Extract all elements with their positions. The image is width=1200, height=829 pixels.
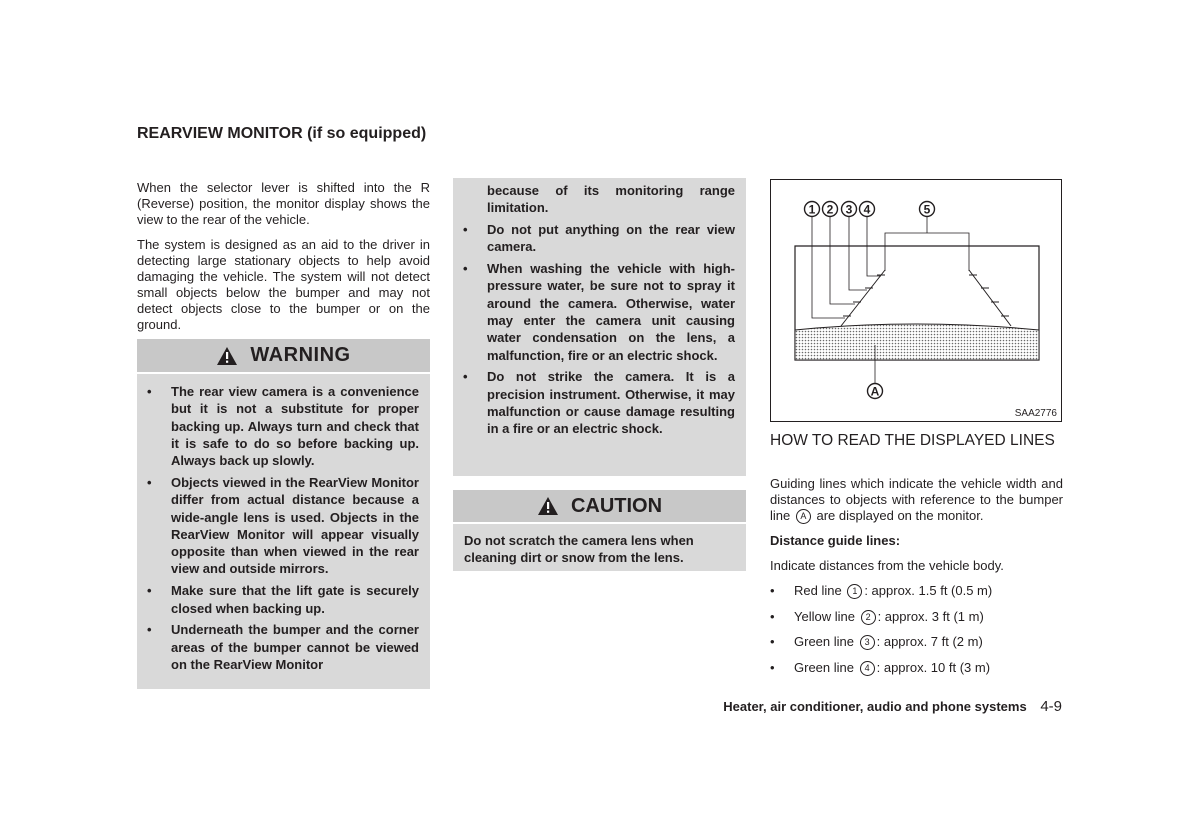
warning-label: WARNING	[250, 344, 351, 366]
figure-code: SAA2776	[1014, 408, 1057, 419]
marker-5-label: 5	[923, 202, 931, 217]
distance-guide-description: Indicate distances from the vehicle body.	[770, 558, 1004, 574]
warning-box	[137, 339, 430, 689]
page-number: 4-9	[1040, 698, 1062, 715]
caution-text: Do not scratch the camera lens when cleaning dirt or snow from the lens.	[464, 533, 694, 566]
warning-triangle-icon	[216, 346, 238, 366]
guide-lines-text	[770, 476, 1063, 685]
caution-triangle-icon	[537, 496, 559, 516]
distance-line-item: • Yellow line 2 : approx. 3 ft (1 m)	[770, 609, 1063, 625]
distance-line-item: • Red line 1 : approx. 1.5 ft (0.5 m)	[770, 583, 1063, 599]
marker-1-label: 1	[808, 202, 816, 217]
marker-3-icon: 3	[860, 635, 875, 650]
warning-item: • Make sure that the lift gate is securely closed when backing up.	[137, 582, 430, 617]
section-heading: HOW TO READ THE DISPLAYED LINES	[770, 432, 1055, 449]
marker-2-icon: 2	[861, 610, 876, 625]
marker-a-label: A	[870, 384, 880, 399]
warning-item: • Objects viewed in the RearView Monitor differ from actual distance because a wide-angle lens is used. Objects in the RearView Monitor will appear visually opposite than when viewed in the rear view and outside mirrors.	[137, 474, 430, 578]
marker-a-icon: A	[796, 509, 811, 524]
distance-line-item: • Green line 4 : approx. 10 ft (3 m)	[770, 660, 1063, 676]
guide-lines-diagram	[771, 180, 1061, 421]
marker-2-label: 2	[826, 202, 834, 217]
marker-4-icon: 4	[860, 661, 875, 676]
warning-continued-text: because of its monitoring range limitation.	[487, 183, 735, 216]
marker-3-label: 3	[845, 202, 853, 217]
marker-4-label: 4	[863, 202, 871, 217]
page-title: REARVIEW MONITOR (if so equipped)	[137, 125, 427, 142]
caution-label: CAUTION	[570, 494, 663, 517]
warning-item: • When washing the vehicle with high-pressure water, be sure not to spray it around the camera. Otherwise, water may enter the camera unit causing water condensation on the lens, a malfunction, fire or an electric shock.	[453, 260, 746, 364]
warning-item: • Do not strike the camera. It is a precision instrument. Otherwise, it may malfunction or cause damage resulting in a fire or an electric shock.	[453, 368, 746, 437]
warning-continued-box	[453, 178, 746, 476]
rearview-display-figure	[770, 179, 1062, 422]
footer-section-title: Heater, air conditioner, audio and phone systems	[723, 699, 1027, 714]
warning-item: • Do not put anything on the rear view camera.	[453, 221, 746, 256]
distance-guide-heading: Distance guide lines:	[770, 533, 901, 549]
intro-paragraph: The system is designed as an aid to the driver in detecting large stationary objects to help avoid damaging the vehicle. The system will not detect small objects below the bumper and may not detect objects close to the bumper or on the ground.	[137, 237, 430, 332]
marker-1-icon: 1	[847, 584, 862, 599]
warning-header	[137, 339, 430, 374]
guide-lines-paragraph: Guiding lines which indicate the vehicle width and distances to objects with reference to the bumper line A are displayed on the monitor.	[770, 476, 1063, 523]
intro-text	[137, 180, 430, 342]
caution-header	[453, 490, 746, 524]
intro-paragraph: When the selector lever is shifted into the R (Reverse) position, the monitor display shows the view to the rear of the vehicle.	[137, 180, 430, 227]
caution-box	[453, 490, 746, 571]
warning-item: • The rear view camera is a convenience but it is not a substitute for proper backing up. Always turn and check that it is safe to do so before backing up. Always back up slowly.	[137, 383, 430, 469]
page-footer	[600, 698, 1062, 715]
distance-line-item: • Green line 3 : approx. 7 ft (2 m)	[770, 634, 1063, 650]
warning-item: • Underneath the bumper and the corner areas of the bumper cannot be viewed on the RearView Monitor	[137, 621, 430, 673]
